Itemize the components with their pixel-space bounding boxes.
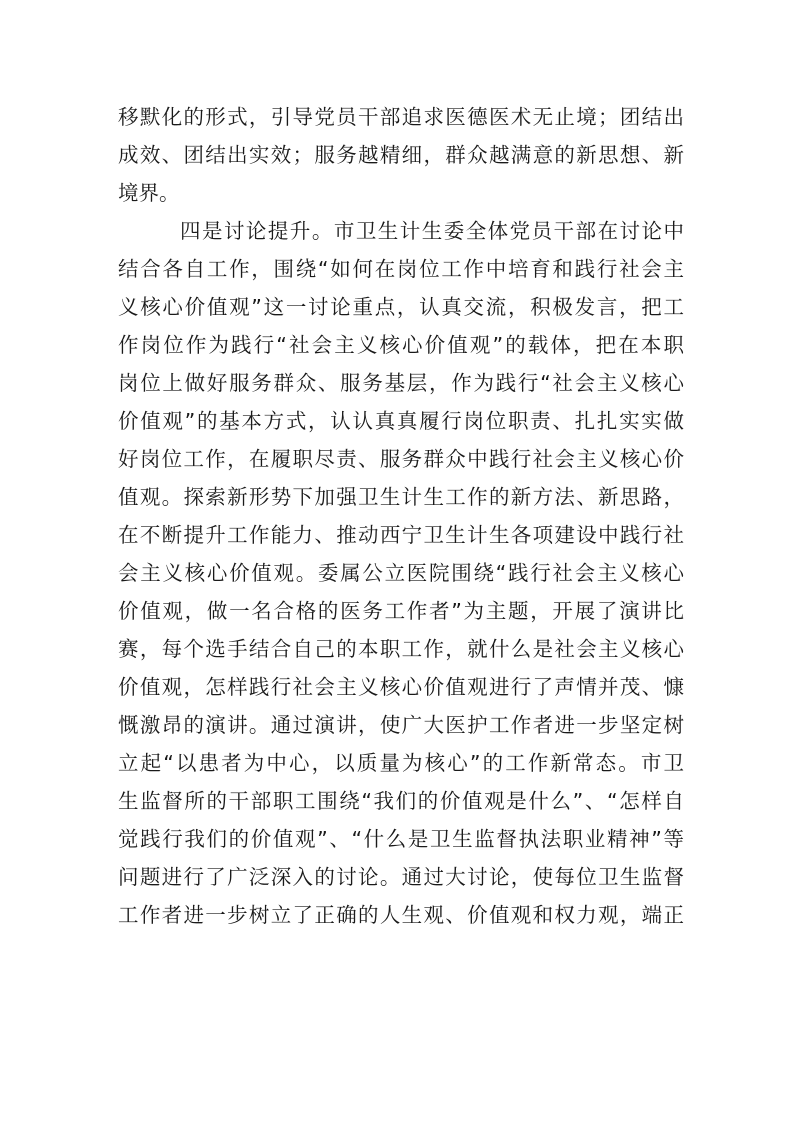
text-line: 慨激昂的演讲。通过演讲，使广大医护工作者进一步坚定树	[118, 713, 684, 737]
paragraph-1	[118, 98, 684, 212]
text-line: 赛，每个选手结合自己的本职工作，就什么是社会主义核心	[118, 637, 684, 661]
text-line: 觉践行我们的价值观”、“什么是卫生监督执法职业精神”等	[118, 827, 684, 851]
text-line: 工作者进一步树立了正确的人生观、价值观和权力观，端正	[118, 903, 684, 927]
text-line: 在不断提升工作能力、推动西宁卫生计生各项建设中践行社	[118, 523, 684, 547]
paragraph-2	[118, 212, 684, 934]
text-line: 成效、团结出实效；服务越精细，群众越满意的新思想、新	[118, 143, 684, 167]
text-line: 问题进行了广泛深入的讨论。通过大讨论，使每位卫生监督	[118, 865, 684, 889]
document-body	[118, 98, 684, 934]
text-line: 好岗位工作，在履职尽责、服务群众中践行社会主义核心价	[118, 447, 684, 471]
text-line: 结合各自工作，围绕“如何在岗位工作中培育和践行社会主	[118, 257, 684, 281]
text-line: 移默化的形式，引导党员干部追求医德医术无止境；团结出	[118, 105, 684, 129]
text-line: 岗位上做好服务群众、服务基层，作为践行“社会主义核心	[118, 371, 684, 395]
text-line: 立起“以患者为中心，以质量为核心”的工作新常态。市卫	[118, 751, 684, 775]
text-line: 会主义核心价值观。委属公立医院围绕“践行社会主义核心	[118, 561, 684, 585]
text-line: 价值观，怎样践行社会主义核心价值观进行了声情并茂、慷	[118, 675, 684, 699]
text-line: 义核心价值观”这一讨论重点，认真交流，积极发言，把工	[118, 295, 684, 319]
text-line: 生监督所的干部职工围绕“我们的价值观是什么”、“怎样自	[118, 789, 684, 813]
text-line: 作岗位作为践行“社会主义核心价值观”的载体，把在本职	[118, 333, 684, 357]
text-line: 值观。探索新形势下加强卫生计生工作的新方法、新思路，	[118, 485, 684, 509]
text-line: 境界。	[118, 181, 180, 205]
text-line: 四是讨论提升。市卫生计生委全体党员干部在讨论中	[180, 219, 684, 243]
text-line: 价值观，做一名合格的医务工作者”为主题，开展了演讲比	[118, 599, 684, 623]
text-line: 价值观”的基本方式，认认真真履行岗位职责、扎扎实实做	[118, 409, 684, 433]
